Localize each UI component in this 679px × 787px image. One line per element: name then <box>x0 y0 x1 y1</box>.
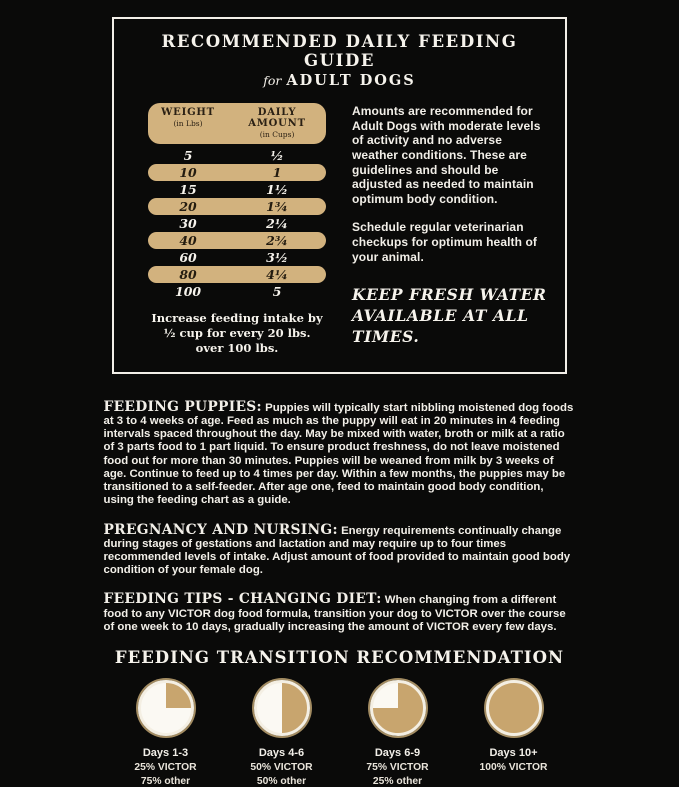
amount-column-header <box>228 107 326 139</box>
weight-header-label: WEIGHT <box>161 107 215 118</box>
feeding-tips-body: When changing from a different food to any VICTOR dog food formula, transition your dog to VICTOR over the course of one week to 10 days, gradually increasing the amount of VICTOR every few days. <box>103 594 566 633</box>
table-row <box>148 266 326 283</box>
amount-value: ½ <box>270 148 284 163</box>
amount-header-label: DAILY AMOUNT <box>248 107 306 129</box>
amount-value: 2¾ <box>266 233 288 248</box>
table-row <box>148 181 326 198</box>
amount-value: 1½ <box>266 182 288 197</box>
weight-value: 100 <box>175 284 202 299</box>
transition-item <box>355 680 441 787</box>
pie-chart <box>254 680 310 736</box>
guide-subtitle-prefix: for <box>263 73 282 88</box>
pregnancy-nursing-body: Energy requirements continually change during stages of gestations and lactation and may require up to four times recommended levels of intake. Adjust amount of food provided to maintain good body condition of your female dog. <box>103 524 571 577</box>
weight-value: 20 <box>179 199 197 214</box>
info-sections <box>104 399 576 634</box>
daily-feeding-guide-box <box>112 17 567 374</box>
victor-pct-label: 50% VICTOR <box>250 762 313 774</box>
transition-item <box>471 680 557 787</box>
guide-subtitle-text: ADULT DOGS <box>286 72 416 89</box>
guide-right-column <box>352 103 551 356</box>
amount-header-unit: (in Cups) <box>259 130 295 139</box>
pie-chart <box>486 680 542 736</box>
transition-item <box>123 680 209 787</box>
feeding-puppies-section <box>104 399 576 508</box>
weight-value: 80 <box>179 267 197 282</box>
amount-value: 1 <box>272 165 282 180</box>
amount-value: 2¼ <box>266 216 288 231</box>
weight-value: 10 <box>179 165 197 180</box>
pie-chart <box>370 680 426 736</box>
days-label: Days 6-9 <box>374 747 421 760</box>
victor-pct-label: 25% VICTOR <box>134 762 197 774</box>
weight-value: 30 <box>179 216 197 231</box>
weight-column-header <box>148 107 228 139</box>
weight-header-unit: (in Lbs) <box>173 119 203 128</box>
days-label: Days 4-6 <box>258 747 305 760</box>
guide-body <box>128 103 551 356</box>
days-label: Days 1-3 <box>142 747 189 760</box>
transition-item <box>239 680 325 787</box>
table-row <box>148 215 326 232</box>
other-pct-label: 75% other <box>140 776 191 787</box>
amount-value: 3½ <box>266 250 288 265</box>
feeding-table <box>148 103 326 356</box>
feeding-guide-panel <box>0 17 679 787</box>
feeding-table-rows <box>148 147 326 300</box>
amounts-paragraph: Amounts are recommended for Adult Dogs with moderate levels of activity and no adverse weather conditions. These are guidelines and should be adjusted as needed to maintain optimum body condition. <box>352 104 541 206</box>
other-pct-label: 50% other <box>256 776 307 787</box>
fresh-water-emphasis: KEEP FRESH WATER AVAILABLE AT ALL TIMES. <box>352 285 547 347</box>
feeding-tips-heading: FEEDING TIPS - CHANGING DIET: <box>103 591 382 608</box>
table-row <box>148 198 326 215</box>
table-note: Increase feeding intake by ½ cup for every 20 lbs. over 100 lbs. <box>151 311 323 355</box>
victor-pct-label: 75% VICTOR <box>366 762 429 774</box>
table-row <box>148 147 326 164</box>
amount-value: 5 <box>272 284 282 299</box>
feeding-puppies-heading: FEEDING PUPPIES: <box>103 398 262 415</box>
pie-chart <box>138 680 194 736</box>
weight-value: 60 <box>179 250 197 265</box>
weight-value: 15 <box>179 182 197 197</box>
feeding-puppies-body: Puppies will typically start nibbling moistened dog foods at 3 to 4 weeks of age. Feed as much as the puppy will eat in 20 minutes in 4 feeding intervals spaced throughout the day. May be mixed with water, broth or milk at a ratio of 3 parts food to 1 part liquid. To ensure product freshness, do not leave moistened food out for more than 30 minutes. Puppies will be weaned from milk by 3 weeks of age. Continue to feed up to 4 times per day. Within a few months, the puppies may be transitioned to a self-feeder. After age one, feed to maintain good body condition, using the feeding chart as a guide. <box>103 401 574 507</box>
table-row <box>148 232 326 249</box>
feeding-table-header <box>148 103 326 144</box>
transition-items <box>0 680 679 787</box>
guide-title: RECOMMENDED DAILY FEEDING GUIDE <box>161 32 518 70</box>
table-row <box>148 249 326 266</box>
pregnancy-nursing-section <box>104 522 576 578</box>
table-row <box>148 164 326 181</box>
amount-value: 4¼ <box>266 267 288 282</box>
feeding-tips-section <box>104 591 576 634</box>
pregnancy-nursing-heading: PREGNANCY AND NURSING: <box>103 521 338 538</box>
weight-value: 5 <box>183 148 193 163</box>
days-label: Days 10+ <box>489 747 538 760</box>
table-row <box>148 283 326 300</box>
guide-subtitle <box>128 72 551 90</box>
victor-pct-label: 100% VICTOR <box>479 762 548 774</box>
amount-value: 1¾ <box>266 199 288 214</box>
weight-value: 40 <box>179 233 197 248</box>
vet-checkups-paragraph: Schedule regular veterinarian checkups for optimum health of your animal. <box>352 220 538 264</box>
transition-title: FEEDING TRANSITION RECOMMENDATION <box>114 648 565 668</box>
other-pct-label: 25% other <box>372 776 423 787</box>
